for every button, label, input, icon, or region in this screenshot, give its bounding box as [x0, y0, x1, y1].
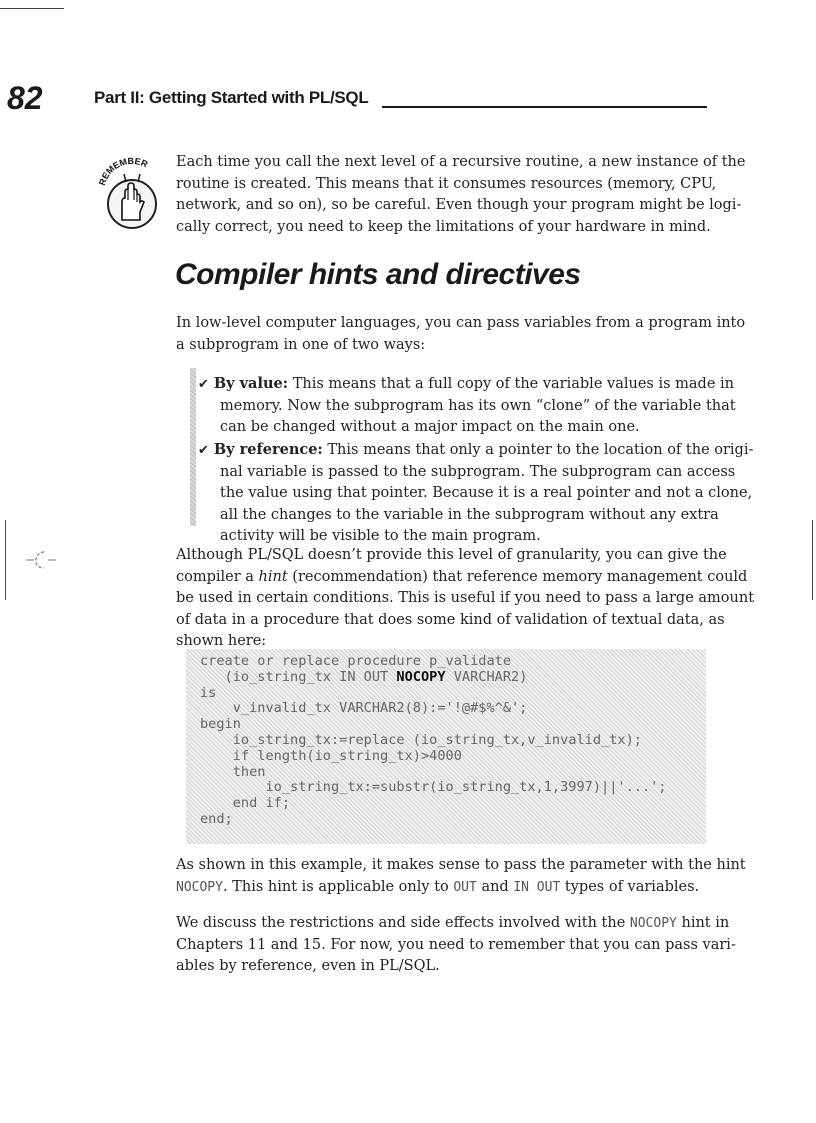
- granularity-line: Although PL/SQL doesn’t provide this level of granularity, you can give the: [176, 547, 727, 563]
- code-line: is: [200, 684, 217, 701]
- section-heading: Compiler hints and directives: [175, 258, 581, 291]
- closing-text: We discuss the restrictions and side effects involved with the: [176, 915, 630, 931]
- page-number: 82: [7, 80, 43, 116]
- code-line: begin: [200, 716, 241, 733]
- code-keyword-nocopy: NOCOPY: [396, 668, 446, 685]
- bullet-text: This means that only a pointer to the location of the origi-: [322, 442, 754, 458]
- code-line: io_string_tx:=substr(io_string_tx,1,3997)||'...';: [200, 779, 667, 796]
- bullet-lead: By value:: [213, 375, 289, 392]
- header-rule: [382, 106, 707, 108]
- code-block: [200, 654, 667, 828]
- inline-code: OUT: [453, 879, 477, 895]
- code-line: create or replace procedure p_validate: [200, 653, 511, 669]
- code-line: then: [200, 763, 266, 780]
- closing-line: Chapters 11 and 15. For now, you need to remember that you can pass vari-: [176, 936, 736, 953]
- inline-code: IN OUT: [513, 879, 561, 895]
- bullet-sidebar: [190, 368, 196, 526]
- granularity-line: be used in certain conditions. This is useful if you need to pass a large amount: [176, 590, 755, 607]
- registration-mark-icon: [26, 548, 56, 572]
- remember-line: network, and so on), so be careful. Even though your program might be logi-: [176, 197, 742, 214]
- bullet-line: activity will be visible to the main program.: [220, 528, 541, 545]
- code-line: v_invalid_tx VARCHAR2(8):='!@#$%^&';: [200, 700, 528, 717]
- remember-line: routine is created. This means that it consumes resources (memory, CPU,: [176, 175, 717, 192]
- after-code-text: . This hint is applicable only to: [222, 878, 454, 895]
- remember-line: Each time you call the next level of a recursive routine, a new instance of the: [176, 154, 746, 170]
- remember-label: REMEMBER: [96, 155, 150, 187]
- remember-icon: [96, 152, 168, 234]
- remember-line: cally correct, you need to keep the limitations of your hardware in mind.: [176, 218, 711, 235]
- code-line: io_string_tx:=replace (io_string_tx,v_invalid_tx);: [200, 731, 642, 748]
- bullet-line: memory. Now the subprogram has its own “clone” of the variable that: [220, 397, 736, 414]
- after-code-text: types of variables.: [560, 878, 700, 895]
- hint-emphasis: hint: [258, 568, 288, 585]
- checkmark-icon: ✔: [198, 443, 209, 458]
- granularity-line: shown here:: [176, 633, 267, 650]
- checkmark-icon: ✔: [198, 377, 209, 392]
- after-code-paragraph: [176, 855, 746, 898]
- granularity-paragraph: [176, 545, 755, 653]
- bullet-text: This means that a full copy of the variable values is made in: [288, 376, 734, 392]
- part-title: Part II: Getting Started with PL/SQL: [94, 88, 369, 107]
- inline-code: NOCOPY: [176, 879, 223, 895]
- after-code-line: As shown in this example, it makes sense to pass the parameter with the hint: [176, 857, 746, 873]
- bullet-line: the value using that pointer. Because it is a real pointer and not a clone,: [220, 485, 753, 502]
- crop-mark-left: [5, 520, 6, 600]
- closing-text: hint in: [676, 915, 730, 931]
- crop-mark-right: [812, 520, 813, 600]
- code-line: end if;: [200, 795, 291, 812]
- code-line: end;: [200, 810, 233, 827]
- intro-paragraph: [176, 313, 746, 356]
- bullet-by-reference: [198, 439, 754, 548]
- code-line: (io_string_tx IN OUT: [200, 668, 397, 685]
- bullet-by-value: [198, 373, 736, 439]
- closing-paragraph: [176, 913, 736, 978]
- closing-line: ables by reference, even in PL/SQL.: [176, 958, 440, 975]
- granularity-text: compiler a: [176, 568, 259, 585]
- code-line: VARCHAR2): [445, 668, 528, 685]
- intro-line: In low-level computer languages, you can pass variables from a program into: [176, 315, 746, 331]
- bullet-line: nal variable is passed to the subprogram. The subprogram can access: [220, 463, 736, 480]
- bullet-lead: By reference:: [213, 441, 323, 458]
- bullet-line: all the changes to the variable in the subprogram without any extra: [220, 506, 719, 523]
- granularity-text: (recommendation) that reference memory management could: [287, 568, 748, 585]
- intro-line: a subprogram in one of two ways:: [176, 336, 426, 353]
- granularity-line: of data in a procedure that does some kind of validation of textual data, as: [176, 611, 725, 628]
- inline-code: NOCOPY: [629, 916, 677, 931]
- after-code-text: and: [476, 878, 514, 895]
- remember-paragraph: [176, 152, 746, 238]
- bullet-line: can be changed without a major impact on the main one.: [220, 419, 640, 436]
- code-line: if length(io_string_tx)>4000: [200, 747, 462, 764]
- crop-mark-top: [0, 8, 64, 9]
